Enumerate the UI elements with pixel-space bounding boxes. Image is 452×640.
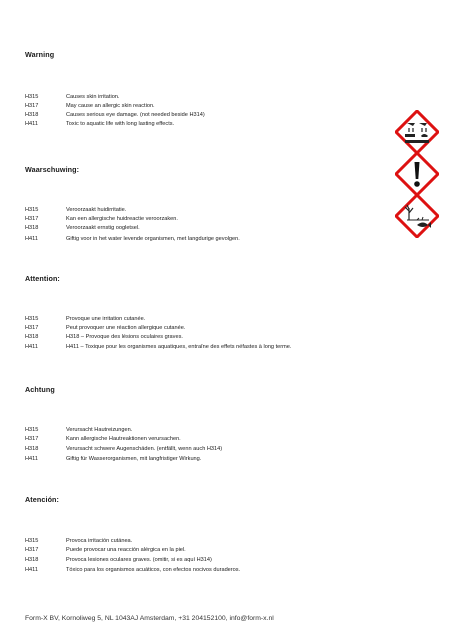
hazard-statement: Tóxico para los organismos acuáticos, con efectos nocivos duraderos. <box>66 567 241 573</box>
hazard-statement: Verursacht Hautreizungen. <box>66 427 133 433</box>
hazard-statement: Veroorzaakt huidirritatie. <box>66 207 127 213</box>
hazard-code: H317 <box>25 325 39 331</box>
hazard-code: H411 <box>25 344 38 350</box>
section-heading: Attention: <box>25 274 60 283</box>
hazard-code: H317 <box>25 103 39 109</box>
hazard-statement: H318 – Provoque des lésions oculaires graves. <box>66 334 183 340</box>
hazard-code: H318 <box>25 446 39 452</box>
hazard-code: H315 <box>25 427 39 433</box>
hazard-code: H315 <box>25 207 39 213</box>
hazard-code: H411 <box>25 236 38 242</box>
section-attention <box>25 274 405 350</box>
section-achtung <box>25 385 405 462</box>
hazard-code: H315 <box>25 316 39 322</box>
hazard-statement: Verursacht schwere Augenschäden. (entfällt, wenn auch H314) <box>66 446 223 452</box>
hazard-code: H318 <box>25 334 39 340</box>
hazard-statement: Giftig voor in het water levende organismen, met langdurige gevolgen. <box>66 236 240 242</box>
corrosion-pictogram-icon <box>395 110 439 154</box>
hazard-statement: Causes skin irritation. <box>66 94 120 100</box>
hazard-code: H318 <box>25 112 39 118</box>
hazard-statement: Provoca lesiones oculares graves. (omitir, si es aquí H314) <box>66 557 212 563</box>
hazard-statement: Causes serious eye damage. (not needed beside H314) <box>66 112 205 118</box>
hazard-statement: May cause an allergic skin reaction. <box>66 103 155 109</box>
hazard-statement: Giftig für Wasserorganismen, mit langfristiger Wirkung. <box>66 456 202 462</box>
section-heading: Warning <box>25 50 55 59</box>
hazard-code: H317 <box>25 436 39 442</box>
section-heading: Waarschuwing: <box>25 165 80 174</box>
hazard-statement: Provoque une irritation cutanée. <box>66 316 146 322</box>
exclamation-pictogram-icon <box>395 152 439 196</box>
section-atencion <box>25 495 405 573</box>
environment-pictogram-icon <box>395 194 439 238</box>
hazard-statement: Kann allergische Hautreaktionen verursachen. <box>66 436 181 442</box>
section-warning <box>25 50 405 127</box>
hazard-code: H318 <box>25 557 39 563</box>
hazard-code: H315 <box>25 94 39 100</box>
hazard-statement: Provoca irritación cutánea. <box>66 538 133 544</box>
hazard-code: H411 <box>25 567 38 573</box>
company-footer: Form-X BV, Kornoliweg 5, NL 1043AJ Amsterdam, +31 204152100, info@form-x.nl <box>25 615 274 622</box>
hazard-statement: Toxic to aquatic life with long lasting effects. <box>66 121 175 127</box>
hazard-code: H411 <box>25 121 38 127</box>
hazard-statement: Peut provoquer une réaction allergique cutanée. <box>66 325 186 331</box>
hazard-code: H411 <box>25 456 38 462</box>
hazard-statement: Kan een allergische huidreactie veroorzaken. <box>66 216 178 222</box>
section-heading: Atención: <box>25 495 60 504</box>
hazard-statement: H411 – Toxique pour les organismes aquatiques, entraîne des effets néfastes à long terme. <box>66 344 292 350</box>
hazard-code: H318 <box>25 225 39 231</box>
hazard-code: H315 <box>25 538 39 544</box>
hazard-statement: Puede provocar una reacción alérgica en la piel. <box>66 547 186 553</box>
hazard-statement: Veroorzaakt ernstig oogletsel. <box>66 225 140 231</box>
hazard-code: H317 <box>25 547 39 553</box>
section-heading: Achtung <box>25 385 55 394</box>
section-waarschuwing <box>25 165 405 242</box>
hazard-code: H317 <box>25 216 39 222</box>
